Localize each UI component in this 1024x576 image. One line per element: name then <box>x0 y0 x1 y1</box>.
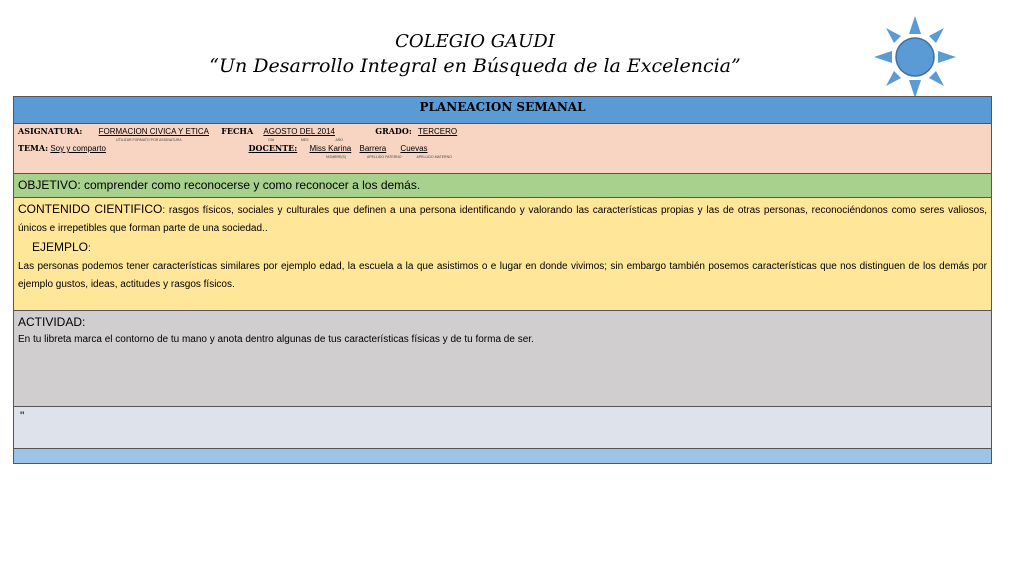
fecha-value: AGOSTO DEL 2014 <box>263 127 335 136</box>
docente-ap-materno: Cuevas <box>400 144 428 153</box>
asignatura-note: UTILIZAR FORMATO POR ASIGNATURA <box>116 138 182 142</box>
docente-note-paterno: APELLIDO PATERNO <box>367 155 402 159</box>
info-row <box>14 124 991 174</box>
docente-note-nombre: NOMBRE(S) <box>326 155 347 159</box>
contenido-row <box>14 198 991 311</box>
ejemplo-heading <box>18 238 987 258</box>
page-header <box>0 30 950 78</box>
fecha-dia: DIA <box>268 138 274 142</box>
tema-value: Soy y comparto <box>50 144 106 153</box>
contenido-text: : rasgos físicos, sociales y culturales que definen a una persona identificando y valorando las características propias y las de otras personas, reconociéndonos como seres valiosos, únicos e irrepetibles que forman parte de una sociedad.. <box>18 205 987 234</box>
grado-label: GRADO: <box>375 126 412 136</box>
sun-icon <box>872 14 958 100</box>
planning-table <box>13 96 992 464</box>
topic-line <box>18 143 987 154</box>
plan-title: PLANEACION SEMANAL <box>14 97 991 124</box>
school-name: COLEGIO GAUDI <box>395 31 555 52</box>
asignatura-value: FORMACION CIVICA Y ETICA <box>98 127 210 136</box>
grado-value: TERCERO <box>418 127 458 136</box>
contenido-label: CONTENIDO CIENTIFICO <box>18 202 163 216</box>
objetivo-row: OBJETIVO: comprender como reconocerse y como reconocer a los demás. <box>14 174 991 198</box>
asignatura-label: ASIGNATURA: <box>18 126 83 136</box>
ejemplo-colon: : <box>88 243 91 254</box>
actividad-row <box>14 311 991 407</box>
fecha-mes: MES <box>300 138 309 142</box>
docente-notes <box>18 154 987 160</box>
docente-label: DOCENTE: <box>248 143 298 153</box>
subject-line <box>18 126 987 137</box>
docente-ap-paterno: Barrera <box>359 144 387 153</box>
tema-label: TEMA: <box>18 143 49 153</box>
fecha-label: FECHA <box>221 126 254 136</box>
ejemplo-label: EJEMPLO <box>32 240 89 254</box>
footer-bar <box>14 449 991 463</box>
note-row: " <box>14 407 991 449</box>
school-motto: “Un Desarrollo Integral en Búsqueda de la Excelencia” <box>209 55 741 77</box>
actividad-label: ACTIVIDAD: <box>18 315 86 329</box>
docente-note-materno: APELLIDO MATERNO <box>416 155 452 159</box>
docente-nombre: Miss Karina <box>309 144 352 153</box>
ejemplo-text: Las personas podemos tener características similares por ejemplo edad, la escuela a la que asistimos o e lugar en donde vivimos; sin embargo también posemos características que nos distinguen de los demás por ejemplo gustos, ideas, actitudes y rasgos físicos. <box>18 261 987 290</box>
fecha-ano: AÑO <box>335 138 344 142</box>
actividad-text: En tu libreta marca el contorno de tu mano y anota dentro algunas de tus características físicas y de tu forma de ser. <box>18 334 534 345</box>
